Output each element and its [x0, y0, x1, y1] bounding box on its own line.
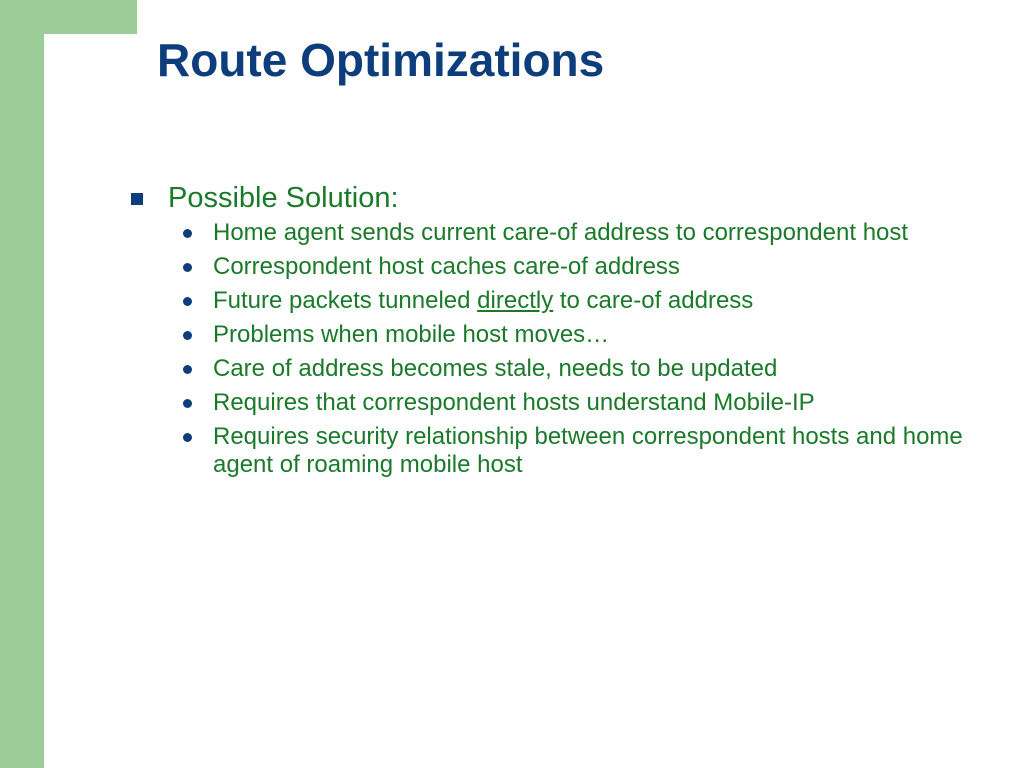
list-item — [213, 219, 973, 247]
round-bullet-icon — [183, 229, 192, 238]
list-item — [213, 423, 973, 479]
round-bullet-icon — [183, 297, 192, 306]
corner-curve — [44, 34, 137, 127]
list-item-text: Problems when mobile host moves… — [213, 321, 610, 348]
round-bullet-icon — [183, 365, 192, 374]
slide-title: Route Optimizations — [157, 34, 605, 86]
list-item — [213, 355, 973, 383]
level1-item — [168, 180, 1024, 216]
round-bullet-icon — [183, 263, 192, 272]
square-bullet-icon — [131, 193, 143, 205]
list-item-text: Requires that correspondent hosts understand Mobile-IP — [213, 389, 815, 416]
list-item-text: Home agent sends current care-of address to correspondent host — [213, 219, 909, 246]
round-bullet-icon — [183, 399, 192, 408]
solution-list — [0, 219, 1024, 479]
list-item-text: Correspondent host caches care-of address — [213, 253, 680, 280]
list-item — [213, 389, 973, 417]
possible-solution-heading: Possible Solution: — [168, 182, 399, 214]
list-item — [213, 321, 973, 349]
list-item — [213, 253, 973, 281]
list-item-text-start: Future packets tunneled — [213, 287, 478, 314]
round-bullet-icon — [183, 433, 192, 442]
slide-content — [0, 180, 1024, 485]
list-item-text: Care of address becomes stale, needs to be updated — [213, 355, 778, 382]
round-bullet-icon — [183, 331, 192, 340]
list-item-text: Requires security relationship between correspondent hosts and home agent of roaming mobile host — [213, 423, 963, 478]
list-item — [213, 287, 973, 315]
top-accent-band — [44, 0, 137, 34]
underlined-word: directly — [477, 287, 554, 314]
list-item-text-end: to care-of address — [553, 287, 754, 314]
